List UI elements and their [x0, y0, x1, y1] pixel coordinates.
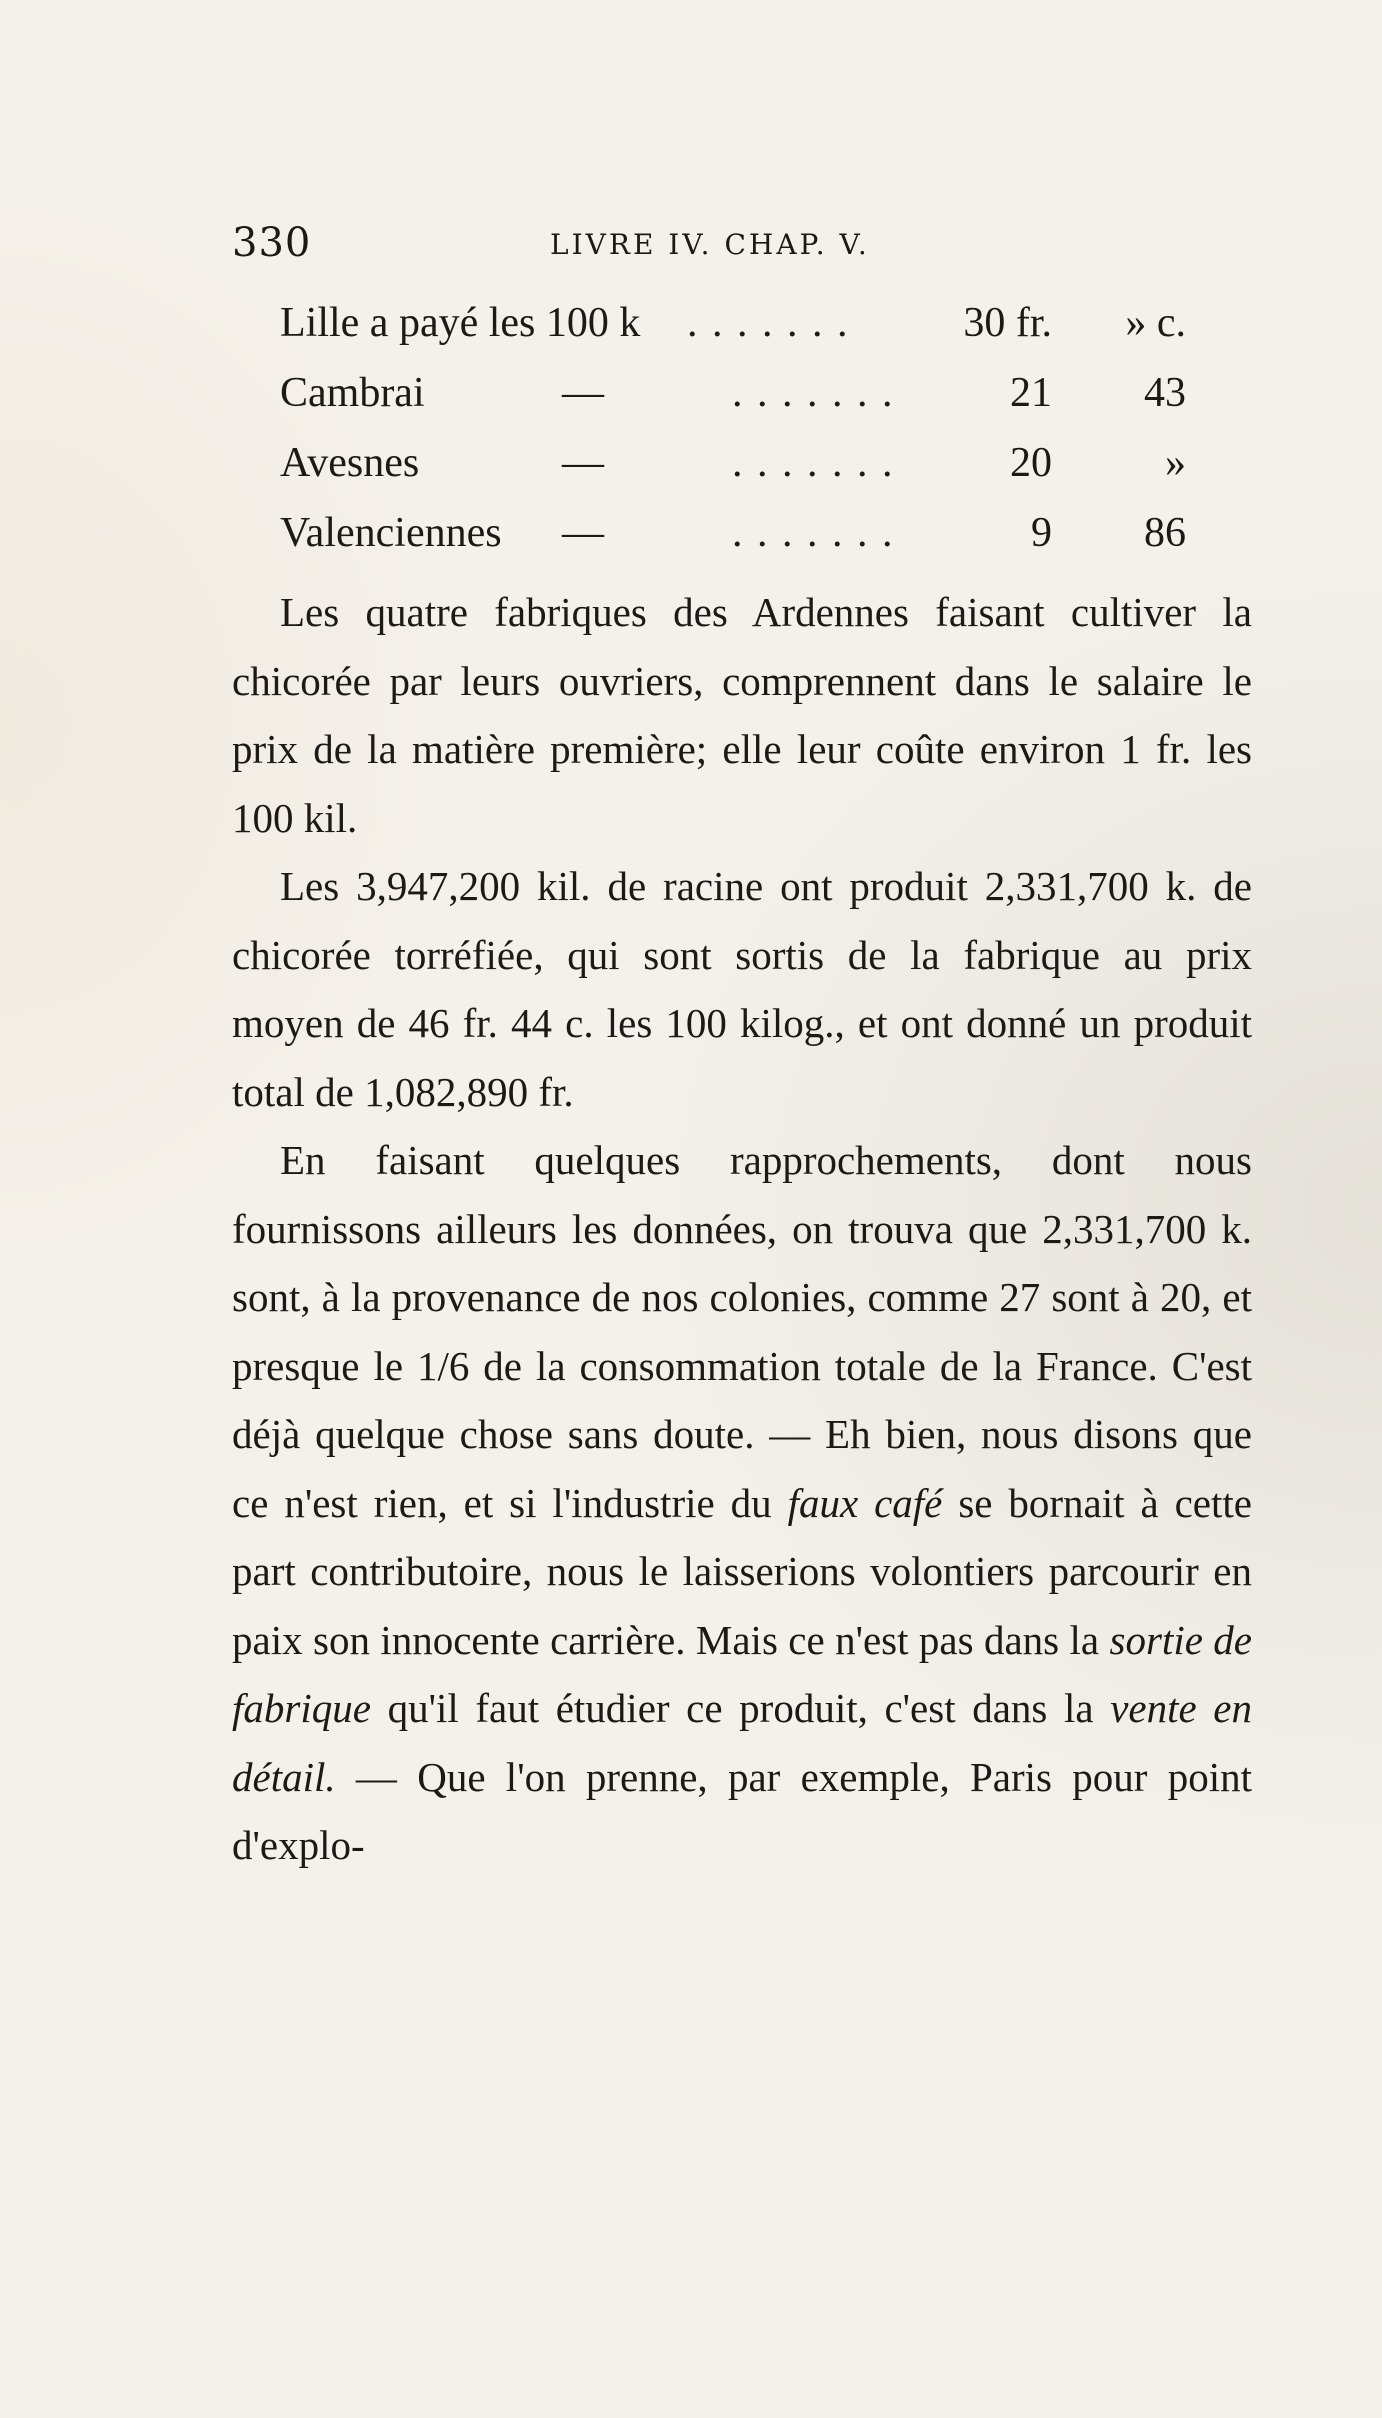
leader-dots: . . . . . . .	[732, 510, 895, 556]
running-head: LIVRE IV. CHAP. V.	[550, 228, 870, 261]
ditto-dash: —	[562, 510, 604, 556]
text-run: En faisant quelques rapprochements, dont nous fournissons ailleurs les données, on trouva que 2,331,700 k. sont, à la provenance de nos colonies, comme 27 sont à 20, et presque le 1/6 de la consommation totale de la France. C'est déjà quelque chose sans doute. — Eh bien, nous disons que ce n'est rien, et si l'industrie du	[232, 1137, 1252, 1526]
ditto-dash: —	[562, 370, 604, 416]
price-francs: 20	[1010, 440, 1052, 486]
price-centimes: 86	[1144, 510, 1186, 556]
paragraph-ardennes: Les quatre fabriques des Ardennes faisant cultiver la chicorée par leurs ouvriers, comprennent dans le salaire le prix de la matière première; elle leur coûte environ 1 fr. les 100 kil.	[232, 589, 1252, 841]
paragraph-comparison	[232, 1126, 1252, 1880]
page-header	[232, 220, 1252, 270]
leader-dots: . . . . . . .	[732, 370, 895, 416]
price-row-avesnes	[232, 428, 1252, 498]
price-row-cambrai	[232, 358, 1252, 428]
ditto-dash: —	[562, 440, 604, 486]
italic-sortie-de-fabrique: sortie de fabrique	[232, 1616, 1253, 1731]
text-run: qu'il faut étudier ce produit, c'est dans la	[387, 1685, 1094, 1731]
price-table	[232, 288, 1252, 568]
city-name: Valenciennes	[280, 510, 502, 556]
city-name: Cambrai	[280, 370, 425, 416]
price-row-valenciennes	[232, 498, 1252, 568]
price-francs: 21	[1010, 370, 1052, 416]
price-francs: 30 fr.	[963, 300, 1052, 346]
italic-faux-cafe: faux café	[787, 1479, 943, 1526]
italic-vente-en-detail: vente en détail.	[232, 1685, 1253, 1800]
price-centimes: 43	[1144, 370, 1186, 416]
price-francs: 9	[1031, 510, 1052, 556]
price-centimes: »	[1165, 440, 1186, 486]
leader-dots: . . . . . . .	[687, 300, 850, 346]
page-number: 330	[232, 220, 312, 266]
price-centimes: » c.	[1125, 300, 1186, 346]
text-run: se bornait à cette part contributoire, nous le laisserions volontiers parcourir en paix son innocente carrière. Mais ce n'est pas dans la	[232, 1479, 1252, 1663]
text-run: — Que l'on prenne, par exemple, Paris pour point d'explo-	[232, 1753, 1253, 1868]
city-name: Lille a payé les 100 k	[280, 300, 641, 346]
paragraph-production: Les 3,947,200 kil. de racine ont produit 2,331,700 k. de chicorée torréfiée, qui sont sortis de la fabrique au prix moyen de 46 fr. 44 c. les 100 kilog., et ont donné un produit total de 1,082,890 fr.	[232, 863, 1252, 1115]
price-row-lille	[232, 288, 1252, 358]
leader-dots: . . . . . . .	[732, 440, 895, 486]
city-name: Avesnes	[280, 440, 420, 486]
body-text	[232, 578, 1252, 1880]
